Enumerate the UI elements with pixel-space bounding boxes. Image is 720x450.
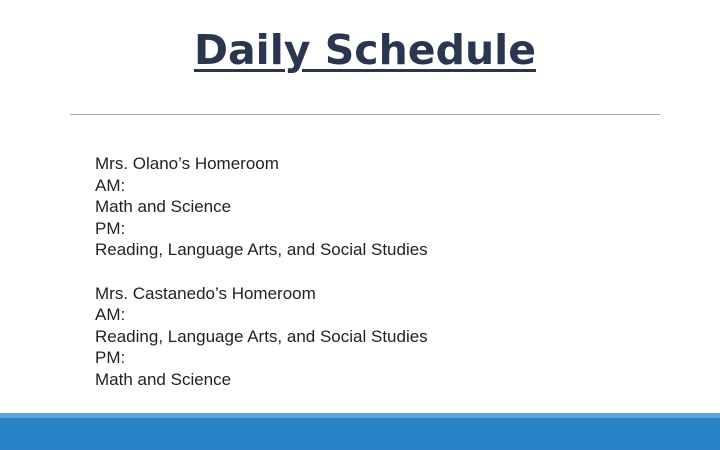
schedule-content: [95, 153, 655, 391]
pm-subjects: Reading, Language Arts, and Social Studies: [95, 240, 428, 260]
pm-subjects: Math and Science: [95, 369, 232, 389]
am-label: AM:: [95, 175, 126, 195]
page-title: Daily Schedule: [193, 26, 537, 74]
am-subjects: Math and Science: [95, 197, 232, 217]
pm-label: PM:: [95, 348, 126, 368]
am-subjects: Reading, Language Arts, and Social Studies: [95, 326, 428, 346]
pm-label: PM:: [95, 218, 126, 238]
homeroom-name: Mrs. Castanedo’s Homeroom: [95, 283, 316, 303]
homeroom-block-olano: [95, 153, 655, 261]
homeroom-block-castanedo: [95, 283, 655, 391]
am-label: AM:: [95, 305, 126, 325]
footer-bar-highlight: [0, 413, 720, 418]
footer-bar: [0, 413, 720, 450]
title-divider: [70, 114, 660, 115]
homeroom-name: Mrs. Olano’s Homeroom: [95, 154, 279, 173]
